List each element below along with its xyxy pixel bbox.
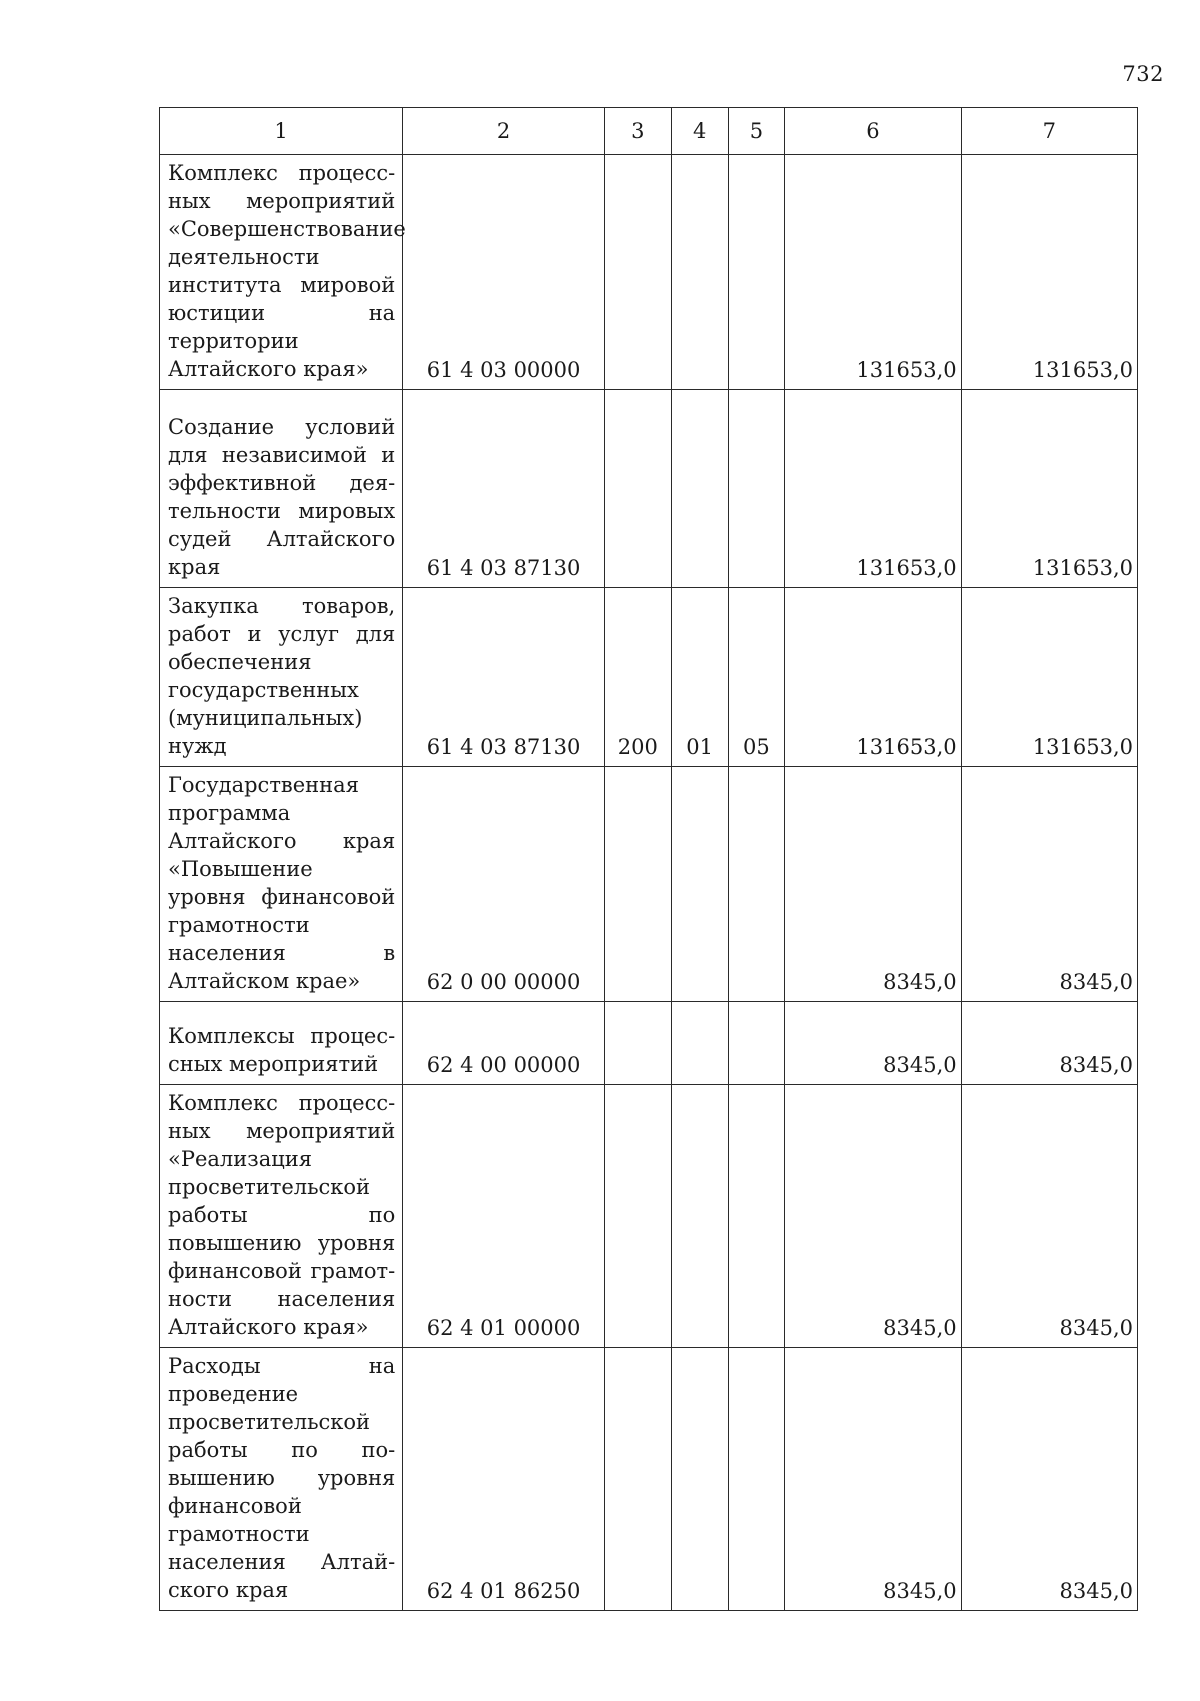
table-row [160, 1348, 1138, 1611]
row-vr-cell [604, 767, 671, 1002]
row-code-cell: 62 4 01 86250 [403, 1348, 605, 1611]
row-pr-cell [728, 155, 785, 390]
table-row [160, 1085, 1138, 1348]
row-vr-cell [604, 1085, 671, 1348]
row-code-cell: 62 4 01 00000 [403, 1085, 605, 1348]
column-header: 1 [160, 108, 403, 155]
row-pr-cell [728, 390, 785, 588]
row-code-cell: 61 4 03 00000 [403, 155, 605, 390]
column-header: 2 [403, 108, 605, 155]
row-name-cell: Закупка товаров, работ и услуг для обеспечения государственных (муниципальных) нужд [160, 588, 403, 767]
row-sum2-cell: 131653,0 [961, 155, 1137, 390]
row-pr-cell [728, 1085, 785, 1348]
table-row [160, 588, 1138, 767]
row-sum1-cell: 8345,0 [785, 767, 961, 1002]
row-pr-cell: 05 [728, 588, 785, 767]
row-vr-cell: 200 [604, 588, 671, 767]
column-header: 4 [671, 108, 728, 155]
row-sum2-cell: 131653,0 [961, 588, 1137, 767]
row-sum1-cell: 131653,0 [785, 155, 961, 390]
row-sum1-cell: 8345,0 [785, 1348, 961, 1611]
row-rz-cell: 01 [671, 588, 728, 767]
budget-table [159, 107, 1138, 1611]
table-row [160, 767, 1138, 1002]
row-sum2-cell: 8345,0 [961, 1348, 1137, 1611]
row-code-cell: 61 4 03 87130 [403, 390, 605, 588]
row-vr-cell [604, 390, 671, 588]
row-name-cell: Комплекс процессных мероприятий «Совершенствование деятельности института мировой юстиции на территории Алтайского края» [160, 155, 403, 390]
row-pr-cell [728, 1348, 785, 1611]
row-sum2-cell: 8345,0 [961, 1002, 1137, 1085]
row-vr-cell [604, 155, 671, 390]
row-vr-cell [604, 1002, 671, 1085]
table-row [160, 155, 1138, 390]
row-name-cell: Комплекс процессных мероприятий «Реализация просветительской работы по повышению уровня финансовой грамотности населения Алтайского края» [160, 1085, 403, 1348]
row-pr-cell [728, 767, 785, 1002]
row-name-cell: Создание условий для независимой и эффективной деятельности мировых судей Алтайского края [160, 390, 403, 588]
row-sum1-cell: 131653,0 [785, 588, 961, 767]
row-rz-cell [671, 1348, 728, 1611]
table-row [160, 390, 1138, 588]
row-sum1-cell: 131653,0 [785, 390, 961, 588]
row-name-cell: Комплексы процессных мероприятий [160, 1002, 403, 1085]
row-sum2-cell: 8345,0 [961, 1085, 1137, 1348]
column-header: 3 [604, 108, 671, 155]
table-row [160, 1002, 1138, 1085]
row-rz-cell [671, 767, 728, 1002]
row-code-cell: 61 4 03 87130 [403, 588, 605, 767]
row-rz-cell [671, 1085, 728, 1348]
row-sum1-cell: 8345,0 [785, 1002, 961, 1085]
row-rz-cell [671, 1002, 728, 1085]
row-code-cell: 62 4 00 00000 [403, 1002, 605, 1085]
row-sum2-cell: 8345,0 [961, 767, 1137, 1002]
row-name-cell: Расходы на проведение просветительской работы по повышению уровня финансовой грамотности населения Алтайского края [160, 1348, 403, 1611]
row-rz-cell [671, 155, 728, 390]
row-pr-cell [728, 1002, 785, 1085]
column-header: 5 [728, 108, 785, 155]
row-code-cell: 62 0 00 00000 [403, 767, 605, 1002]
column-header: 7 [961, 108, 1137, 155]
row-sum2-cell: 131653,0 [961, 390, 1137, 588]
row-vr-cell [604, 1348, 671, 1611]
row-rz-cell [671, 390, 728, 588]
row-name-cell: Государственная программа Алтайского края «Повышение уровня финансовой грамотности населения в Алтайском крае» [160, 767, 403, 1002]
column-header: 6 [785, 108, 961, 155]
row-sum1-cell: 8345,0 [785, 1085, 961, 1348]
page-number: 732 [1122, 62, 1164, 86]
table-header-row [160, 108, 1138, 155]
